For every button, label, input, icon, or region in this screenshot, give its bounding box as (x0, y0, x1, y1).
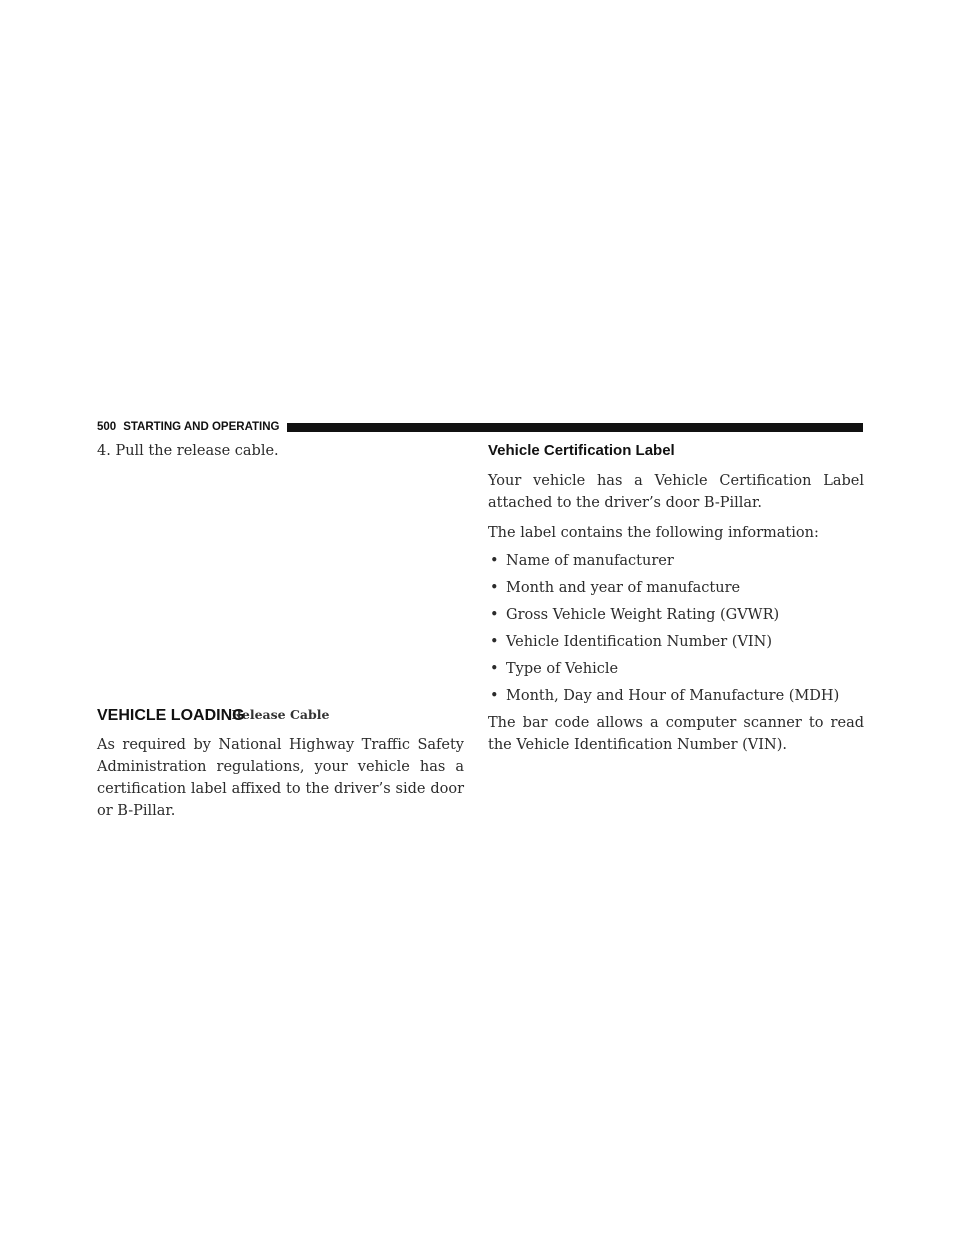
certification-paragraph-1: Your vehicle has a Vehicle Certification Label attached to the driver’s door B-Pillar. (488, 473, 864, 511)
certification-paragraph-2: The label contains the following information: (488, 525, 819, 541)
bullet-icon: • (490, 688, 499, 704)
list-item: • Name of manufacturer (488, 550, 864, 572)
page-header (97, 420, 863, 434)
label-info-list (488, 550, 864, 707)
right-column (488, 440, 864, 756)
bullet-icon: • (490, 553, 499, 569)
section-title: STARTING AND OPERATING (123, 421, 280, 433)
list-item: • Vehicle Identification Number (VIN) (488, 631, 864, 653)
list-item: • Month, Day and Hour of Manufacture (MDH) (488, 685, 864, 707)
bullet-icon: • (490, 634, 499, 650)
header-rule (287, 423, 864, 432)
list-item: • Gross Vehicle Weight Rating (GVWR) (488, 604, 864, 626)
list-item: • Type of Vehicle (488, 658, 864, 680)
vehicle-loading-paragraph: As required by National Highway Traffic Safety Administration regulations, your vehicle has a certification label affixed to the driver’s side door or B-Pillar. (97, 737, 464, 819)
bullet-icon: • (490, 661, 499, 677)
subsection-heading-certification-label: Vehicle Certification Label (488, 442, 675, 459)
list-item: • Month and year of manufacture (488, 577, 864, 599)
section-heading-vehicle-loading: VEHICLE LOADING (97, 707, 245, 724)
step-4: 4. Pull the release cable. (97, 443, 279, 459)
certification-paragraph-3: The bar code allows a computer scanner to read the Vehicle Identification Number (VIN). (488, 715, 864, 753)
figure-caption: Release Cable (231, 707, 330, 722)
bullet-icon: • (490, 607, 499, 623)
bullet-icon: • (490, 580, 499, 596)
page-number: 500 (97, 421, 117, 433)
left-column (97, 440, 464, 819)
